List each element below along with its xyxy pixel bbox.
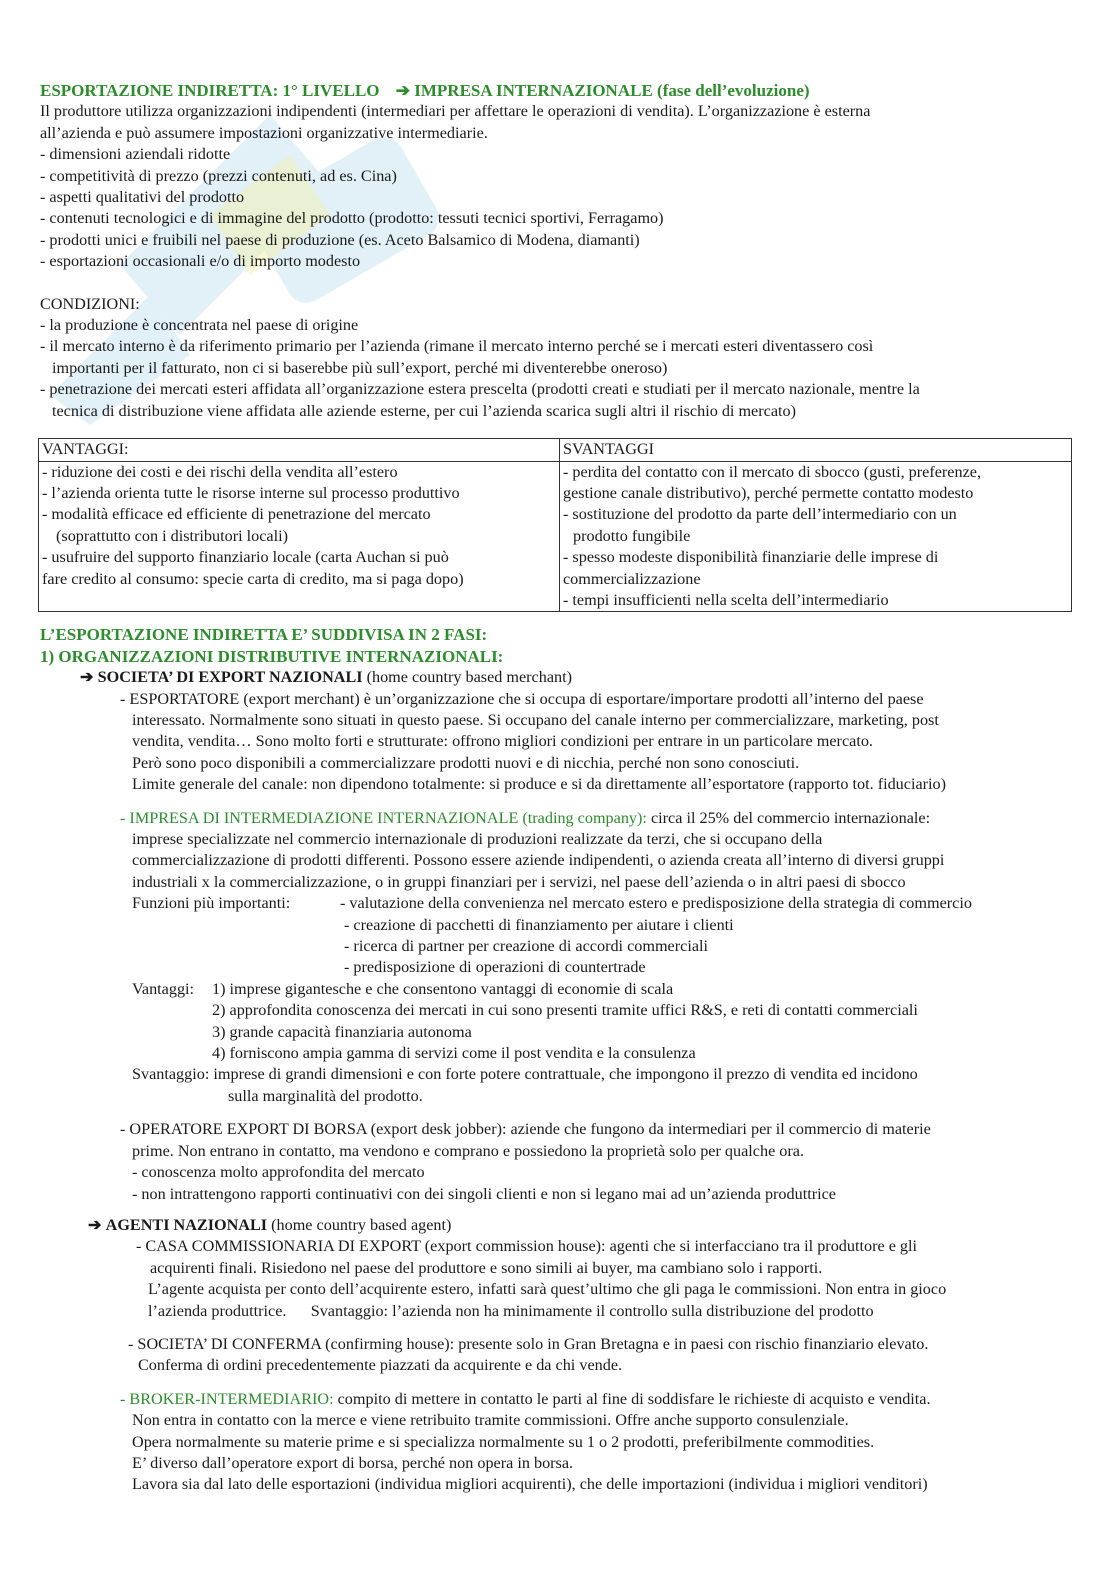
list-item: 3) grande capacità finanziaria autonoma: [212, 1022, 472, 1041]
broker-block: [40, 1389, 1080, 1496]
paragraph-line: imprese specializzate nel commercio internazionale di produzioni realizzate da terzi, che si occupano della: [132, 830, 823, 848]
list-item: importanti per il fatturato, non ci si baserebbe più sull’export, perché mi diventerebbe oneroso): [52, 358, 668, 377]
heading-note: (fase dell’evoluzione): [657, 81, 810, 100]
conferma-block: [40, 1334, 1080, 1377]
list-item: - creazione di pacchetti di finanziamento per aiutare i clienti: [344, 915, 734, 934]
functions-list: [340, 893, 972, 979]
phases-title: L’ESPORTAZIONE INDIRETTA E’ SUDDIVISA IN 2 FASI:: [40, 625, 488, 645]
list-item: - il mercato interno è da riferimento primario per l’azienda (rimane il mercato interno perché se i mercati esteri diventassero così: [40, 337, 874, 356]
list-item: 1) imprese gigantesche e che consentono vantaggi di economie di scala: [212, 979, 674, 998]
list-item: - riduzione dei costi e dei rischi della vendita all’estero: [42, 462, 398, 481]
paragraph-line: Limite generale del canale: non dipendono totalmente: si produce e si da direttamente all’esportatore (rapporto tot. fiduciario): [132, 775, 947, 794]
broker-title-rest: compito di mettere in contatto le parti al fine di soddisfare le richieste di acquisto e vendita.: [333, 1389, 931, 1408]
list-item: - competitività di prezzo (prezzi contenuti, ad es. Cina): [40, 166, 397, 185]
list-item: - usufruire del supporto finanziario locale (carta Auchan si può: [42, 548, 449, 567]
paragraph-line: acquirenti finali. Risiedono nel paese del produttore e sono simili ai buyer, ma cambiano solo i rapporti.: [150, 1258, 823, 1277]
disadvantage-text: imprese di grandi dimensioni e con forte potere contrattuale, che impongono il prezzo di vendita ed incidono: [213, 1065, 918, 1084]
list-item: - dimensioni aziendali ridotte: [40, 145, 231, 164]
disadvantage-row: [40, 1064, 1080, 1085]
pros-cons-table: [38, 438, 1072, 612]
esportatore-block: [40, 689, 1080, 796]
list-item: (soprattutto con i distributori locali): [56, 526, 288, 545]
list-item: 2) approfondita conoscenza dei mercati in cui sono presenti tramite uffici R&S, e reti di contatti commerciali: [212, 1001, 918, 1020]
paragraph-line: commercializzazione di prodotti differenti. Possono essere aziende indipendenti, o azienda creata all’interno di diversi gruppi: [132, 851, 945, 870]
list-item: gestione canale distributivo), perché permette contatto modesto: [563, 483, 974, 502]
functions-row: [40, 893, 1080, 979]
trading-title-line: [40, 808, 1080, 829]
paragraph-line: vendita, vendita… Sono molto forti e strutturate: offrono migliori condizioni per entrare in un particolare mercato.: [132, 732, 873, 751]
trading-title: - IMPRESA DI INTERMEDIAZIONE INTERNAZIONALE (trading company):: [120, 808, 647, 827]
list-item: - spesso modeste disponibilità finanziarie delle imprese di: [563, 548, 939, 567]
conditions-list: [40, 315, 1080, 422]
list-item: - valutazione della convenienza nel mercato estero e predisposizione della strategia di commercio: [340, 894, 972, 913]
list-item: - penetrazione dei mercati esteri affidata all’organizzazione estera prescelta (prodotti creati e studiati per il mercato nazionale, mentre la: [40, 380, 920, 399]
arrow-right-icon: ➔: [88, 1215, 102, 1234]
paragraph-line: Però sono poco disponibili a commercializzare prodotti nuovi e di nicchia, perché non sono conosciuti.: [132, 753, 800, 772]
list-item: - conoscenza molto approfondita del mercato: [132, 1163, 425, 1182]
list-item: - sostituzione del prodotto da parte dell’intermediario con un: [563, 505, 957, 524]
trading-title-rest: circa il 25% del commercio internazionale:: [646, 808, 931, 827]
paragraph-line: Lavora sia dal lato delle esportazioni (individua migliori acquirenti), che delle importazioni (individua i migliori venditori): [132, 1475, 928, 1494]
advantages-cell: [39, 461, 560, 612]
broker-title-line: [40, 1389, 1080, 1410]
intro-line: all’azienda e può assumere impostazioni organizzative intermediarie.: [40, 123, 488, 142]
export-companies-note: (home country based merchant): [366, 668, 573, 687]
list-item: 4) forniscono ampia gamma di servizi come il post vendita e la consulenza: [212, 1044, 696, 1063]
list-item: fare credito al consumo: specie carta di credito, ma si paga dopo): [42, 569, 464, 588]
paragraph-line: prime. Non entrano in contatto, ma vendono e comprano e possiedono la proprietà solo per qualche ora.: [132, 1141, 805, 1160]
advantages-list: [212, 979, 673, 1000]
list-item: - ricerca di partner per creazione di accordi commerciali: [344, 937, 708, 956]
arrow-right-icon: ➔: [80, 668, 94, 687]
borsa-block: [40, 1119, 1080, 1205]
broker-title: - BROKER-INTERMEDIARIO:: [120, 1389, 334, 1408]
paragraph-line: L’agente acquista per conto dell’acquirente estero, infatti sarà quest’ultimo che gli paga le commissioni. Non entra in gioco: [148, 1280, 947, 1299]
disadvantage-label: Svantaggio:: [132, 1065, 210, 1084]
paragraph-line: Opera normalmente su materie prime e si specializza normalmente su 1 o 2 prodotti, preferibilmente commodities.: [132, 1432, 875, 1451]
heading-right: IMPRESA INTERNAZIONALE: [414, 81, 653, 100]
paragraph-line: E’ diverso dall’operatore export di borsa, perché non opera in borsa.: [132, 1453, 574, 1472]
list-item: - prodotti unici e fruibili nel paese di produzione (es. Aceto Balsamico di Modena, diamanti): [40, 230, 640, 249]
casa-block: [40, 1236, 1080, 1322]
paragraph-line: Non entra in contatto con la merce e viene retribuito tramite commissioni. Offre anche supporto consulenziale.: [132, 1411, 849, 1430]
export-companies-heading: [40, 667, 1080, 688]
list-item: - la produzione è concentrata nel paese di origine: [40, 316, 359, 335]
conditions-title: CONDIZIONI:: [40, 294, 140, 313]
heading-left: ESPORTAZIONE INDIRETTA: 1° LIVELLO: [40, 81, 380, 100]
list-item: - tempi insufficienti nella scelta dell’intermediario: [563, 590, 889, 609]
list-item: - l’azienda orienta tutte le risorse interne sul processo produttivo: [42, 483, 460, 502]
intro-bullets: [40, 144, 1080, 272]
phase-1-title: 1) ORGANIZZAZIONI DISTRIBUTIVE INTERNAZIONALI:: [40, 646, 504, 666]
table-header-disadvantages: SVANTAGGI: [560, 439, 1072, 461]
list-item: - contenuti tecnologici e di immagine del prodotto (prodotto: tessuti tecnici sportivi, Ferragamo): [40, 209, 664, 228]
intro-line: Il produttore utilizza organizzazioni indipendenti (intermediari per affettare le operazioni di vendita). L’organizzazione è esterna: [40, 102, 871, 121]
agents-heading: [40, 1215, 1080, 1236]
advantages-list-cont: [40, 1000, 1080, 1064]
paragraph-line: interessato. Normalmente sono situati in questo paese. Si occupano del canale interno per commercializzare, marketing, post: [132, 710, 939, 729]
list-item: commercializzazione: [563, 569, 701, 588]
list-item: - perdita del contatto con il mercato di sbocco (gusti, preferenze,: [563, 462, 982, 481]
arrow-right-icon: ➔: [395, 81, 411, 100]
paragraph-line: - ESPORTATORE (export merchant) è un’organizzazione che si occupa di esportare/importare prodotti all’interno del paese: [120, 689, 924, 708]
list-item: - modalità efficace ed efficiente di penetrazione del mercato: [42, 505, 431, 524]
list-item: tecnica di distribuzione viene affidata alle aziende esterne, per cui l’azienda scarica sugli altri il rischio di mercato): [52, 401, 796, 420]
paragraph-line: Conferma di ordini precedentemente piazzati da acquirente e da chi vende.: [138, 1356, 623, 1375]
paragraph-line: - CASA COMMISSIONARIA DI EXPORT (export commission house): agenti che si interfacciano tra il produttore e gli: [136, 1237, 918, 1256]
disadvantage-cont: sulla marginalità del prodotto.: [228, 1086, 423, 1105]
paragraph-line: - SOCIETA’ DI CONFERMA (confirming house): presente solo in Gran Bretagna e in paesi con rischio finanziario elevato.: [128, 1334, 929, 1353]
export-companies-title: SOCIETA’ DI EXPORT NAZIONALI: [97, 668, 363, 687]
agents-note: (home country based agent): [271, 1215, 452, 1234]
agents-title: AGENTI NAZIONALI: [105, 1215, 268, 1234]
table-header-advantages: VANTAGGI:: [39, 439, 560, 461]
paragraph-line: - OPERATORE EXPORT DI BORSA (export desk jobber): aziende che fungono da intermediari per il commercio di materie: [120, 1120, 931, 1139]
paragraph-line: industriali x la commercializzazione, o in gruppi finanziari per i servizi, nel paese dell’azienda o in altri paesi di sbocco: [132, 872, 906, 891]
paragraph-line: l’azienda produttrice. Svantaggio: l’azienda non ha minimamente il controllo sulla distribuzione del prodotto: [148, 1301, 874, 1320]
functions-label: Funzioni più importanti:: [132, 894, 291, 913]
list-item: - aspetti qualitativi del prodotto: [40, 188, 245, 207]
disadvantages-cell: [560, 461, 1072, 612]
list-item: prodotto fungibile: [573, 526, 691, 545]
list-item: - non intrattengono rapporti continuativi con dei singoli clienti e non si legano mai ad un’azienda produttrice: [132, 1184, 836, 1203]
trading-company-block: [40, 808, 1080, 1108]
list-item: - predisposizione di operazioni di countertrade: [344, 958, 646, 977]
list-item: - esportazioni occasionali e/o di importo modesto: [40, 252, 361, 271]
main-heading: [40, 80, 1080, 101]
advantages-label: Vantaggi:: [132, 979, 195, 998]
advantages-row: [40, 979, 1080, 1000]
